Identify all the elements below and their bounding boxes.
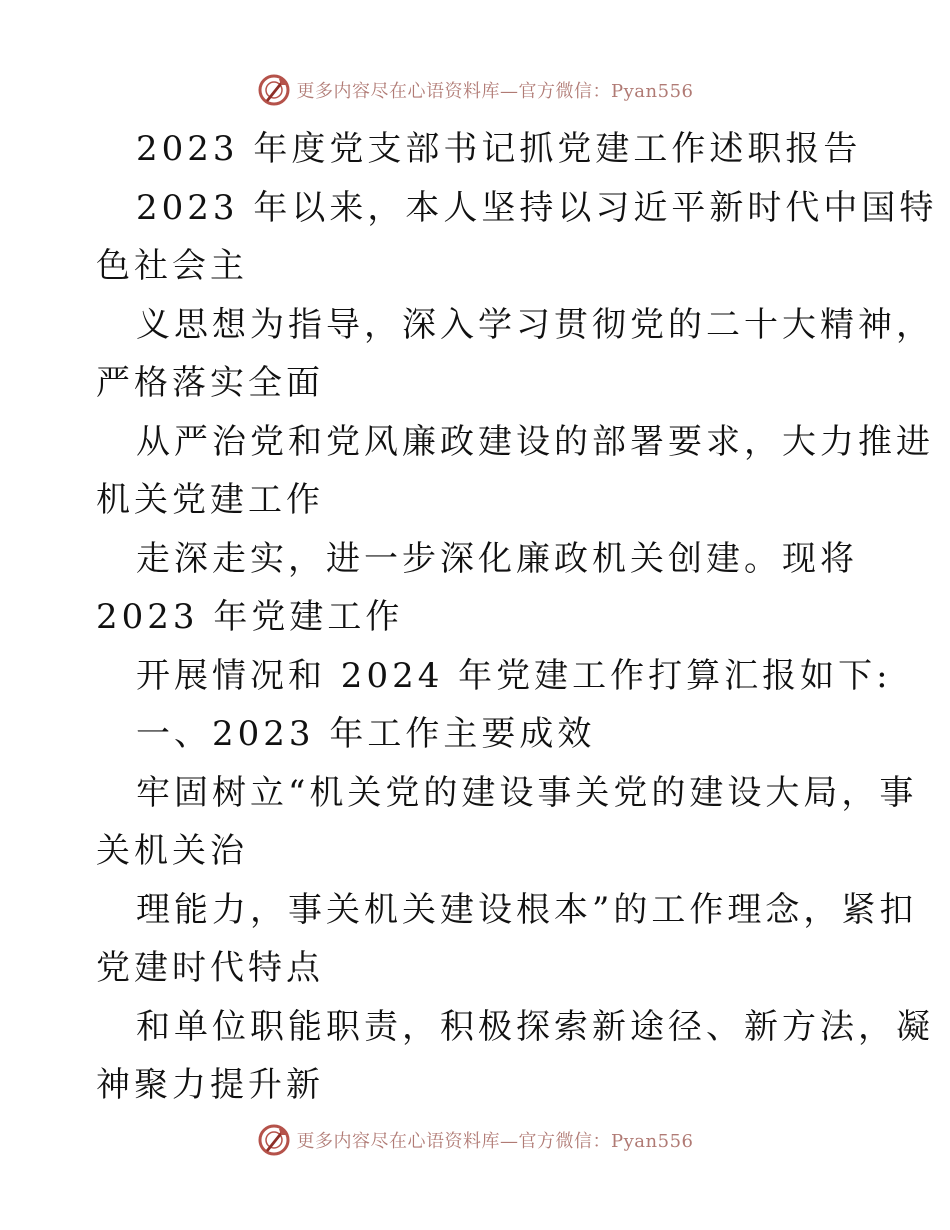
section-heading: 一、2023 年工作主要成效 bbox=[136, 714, 596, 754]
header-watermark bbox=[0, 68, 950, 112]
paragraph-line: 党建时代特点 bbox=[96, 948, 324, 988]
paragraph-line: 走深走实，进一步深化廉政机关创建。现将 bbox=[136, 538, 858, 579]
paragraph-line: 从严治党和党风廉政建设的部署要求，大力推进 bbox=[136, 421, 934, 462]
document-body bbox=[96, 120, 938, 1115]
document-title: 2023 年度党支部书记抓党建工作述职报告 bbox=[136, 129, 862, 169]
watermark-text: 更多内容尽在心语资料库—官方微信：Pyan556 bbox=[296, 1131, 694, 1152]
paragraph-line: 义思想为指导，深入学习贯彻党的二十大精神， bbox=[136, 304, 934, 345]
watermark-text: 更多内容尽在心语资料库—官方微信：Pyan556 bbox=[296, 81, 694, 102]
paragraph-line: 和单位职能职责，积极探索新途径、新方法，凝 bbox=[136, 1006, 934, 1047]
paragraph-line: 色社会主 bbox=[96, 246, 248, 286]
footer-watermark bbox=[0, 1118, 950, 1162]
paragraph-line: 神聚力提升新 bbox=[96, 1065, 324, 1105]
paragraph-line: 关机关治 bbox=[96, 831, 248, 871]
paragraph-line: 2023 年以来，本人坚持以习近平新时代中国特 bbox=[136, 187, 938, 228]
quill-logo-icon bbox=[257, 73, 291, 107]
quill-logo-icon bbox=[257, 1123, 291, 1157]
paragraph-line: 理能力，事关机关建设根本”的工作理念，紧扣 bbox=[136, 889, 918, 930]
paragraph-line: 机关党建工作 bbox=[96, 480, 324, 520]
paragraph-line: 严格落实全面 bbox=[96, 363, 324, 403]
paragraph-line: 开展情况和 2024 年党建工作打算汇报如下: bbox=[136, 655, 892, 696]
paragraph-line: 牢固树立“机关党的建设事关党的建设大局，事 bbox=[136, 772, 918, 813]
paragraph-line: 2023 年党建工作 bbox=[96, 597, 404, 637]
